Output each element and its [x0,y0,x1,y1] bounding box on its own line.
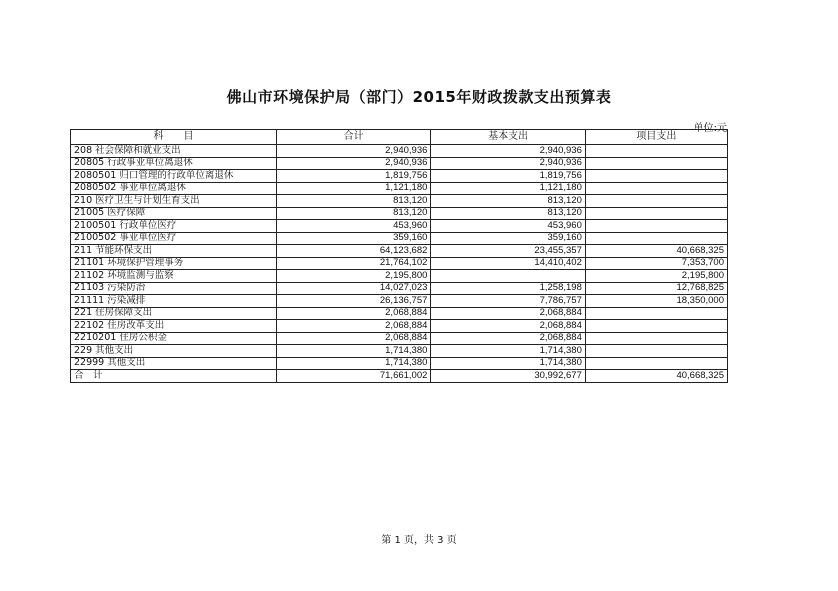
row-basic: 813,120 [431,195,585,208]
row-subject: 210 医疗卫生与计划生育支出 [71,195,277,208]
row-total: 2,940,936 [276,145,430,158]
table-row [71,182,728,195]
total-sum: 71,661,002 [276,370,430,383]
table-row [71,320,728,333]
row-total: 1,819,756 [276,170,430,183]
table-row [71,245,728,258]
row-total: 2,068,884 [276,332,430,345]
row-subject: 2080501 归口管理的行政单位离退休 [71,170,277,183]
row-total: 1,714,380 [276,345,430,358]
budget-table [70,129,728,383]
row-basic: 23,455,357 [431,245,585,258]
row-subject: 21102 环境监测与监察 [71,270,277,283]
row-basic: 2,068,884 [431,307,585,320]
row-subject: 22102 住房改革支出 [71,320,277,333]
table-row [71,345,728,358]
row-basic: 2,940,936 [431,157,585,170]
row-subject: 211 节能环保支出 [71,245,277,258]
row-basic: 2,068,884 [431,320,585,333]
table-header-row [71,130,728,145]
row-project: 40,668,325 [585,245,727,258]
row-subject: 20805 行政事业单位离退休 [71,157,277,170]
row-total: 2,940,936 [276,157,430,170]
row-basic: 359,160 [431,232,585,245]
row-basic: 1,258,198 [431,282,585,295]
table-row [71,357,728,370]
row-basic: 813,120 [431,207,585,220]
table-row [71,332,728,345]
row-project [585,220,727,233]
row-project: 7,353,700 [585,257,727,270]
header-project: 项目支出 [585,130,727,145]
total-basic: 30,992,677 [431,370,585,383]
total-row [71,370,728,383]
row-basic: 2,940,936 [431,145,585,158]
row-project [585,182,727,195]
table-row [71,220,728,233]
row-project: 2,195,800 [585,270,727,283]
table-body [71,145,728,383]
row-project [585,195,727,208]
table-row [71,145,728,158]
row-subject: 2210201 住房公积金 [71,332,277,345]
row-total: 453,960 [276,220,430,233]
table-row [71,207,728,220]
row-project [585,232,727,245]
row-subject: 229 其他支出 [71,345,277,358]
total-label: 合 计 [71,370,277,383]
row-project [585,332,727,345]
row-basic: 7,786,757 [431,295,585,308]
row-total: 1,714,380 [276,357,430,370]
row-total: 26,136,757 [276,295,430,308]
row-subject: 2080502 事业单位离退休 [71,182,277,195]
page-title: 佛山市环境保护局（部门）2015年财政拨款支出预算表 [226,88,612,106]
header-subject: 科 目 [71,130,277,145]
row-project [585,307,727,320]
table-row [71,257,728,270]
header-total: 合计 [276,130,430,145]
row-subject: 21005 医疗保障 [71,207,277,220]
row-basic: 1,714,380 [431,345,585,358]
row-total: 813,120 [276,195,430,208]
table-row [71,295,728,308]
row-project [585,357,727,370]
row-basic: 1,819,756 [431,170,585,183]
row-total: 21,764,102 [276,257,430,270]
unit-label: 单位:元 [693,123,727,134]
row-subject: 2100502 事业单位医疗 [71,232,277,245]
row-subject: 221 住房保障支出 [71,307,277,320]
row-project [585,145,727,158]
row-subject: 2100501 行政单位医疗 [71,220,277,233]
row-total: 2,068,884 [276,307,430,320]
row-total: 1,121,180 [276,182,430,195]
table-row [71,195,728,208]
row-basic: 2,068,884 [431,332,585,345]
row-basic [431,270,585,283]
row-project [585,345,727,358]
page-footer: 第 1 页，共 3 页 [381,535,457,546]
row-project [585,320,727,333]
row-project [585,207,727,220]
row-total: 2,068,884 [276,320,430,333]
row-subject: 21111 污染减排 [71,295,277,308]
row-subject: 21101 环境保护管理事务 [71,257,277,270]
total-project: 40,668,325 [585,370,727,383]
row-project: 18,350,000 [585,295,727,308]
table-row [71,307,728,320]
row-total: 14,027,023 [276,282,430,295]
table-row [71,170,728,183]
row-total: 813,120 [276,207,430,220]
row-project [585,170,727,183]
header-basic: 基本支出 [431,130,585,145]
row-subject: 21103 污染防治 [71,282,277,295]
row-project [585,157,727,170]
table-row [71,282,728,295]
table-row [71,270,728,283]
row-subject: 208 社会保障和就业支出 [71,145,277,158]
row-basic: 14,410,402 [431,257,585,270]
row-project: 12,768,825 [585,282,727,295]
table-row [71,157,728,170]
row-basic: 453,960 [431,220,585,233]
row-basic: 1,714,380 [431,357,585,370]
table-row [71,232,728,245]
row-subject: 22999 其他支出 [71,357,277,370]
row-total: 2,195,800 [276,270,430,283]
row-total: 64,123,682 [276,245,430,258]
row-total: 359,160 [276,232,430,245]
row-basic: 1,121,180 [431,182,585,195]
